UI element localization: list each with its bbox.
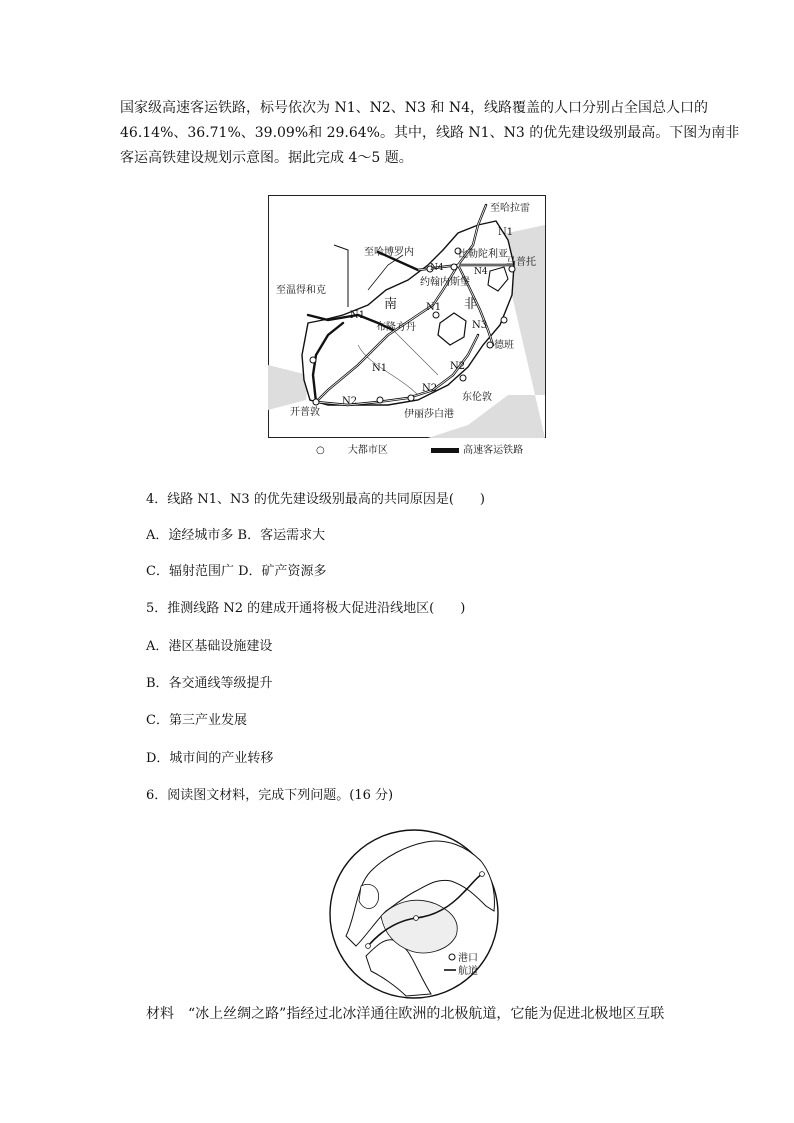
port-marker <box>366 944 371 949</box>
intro-line-3: 客运高铁建设规划示意图。据此完成 4～5 题。 <box>120 150 413 166</box>
label-johannesburg: 约翰内斯堡 <box>420 277 470 288</box>
label-africa: 非 <box>464 297 478 312</box>
label-bloemfontein: 布隆方丹 <box>376 322 416 333</box>
label-n3: N3 <box>472 320 488 331</box>
legend-circle-icon: ○ <box>316 445 325 456</box>
legend-rail-icon <box>431 448 459 453</box>
legend-port: 港口 <box>458 953 478 964</box>
label-durban: 德班 <box>494 340 514 351</box>
q5-option-a: A．港区基础设施建设 <box>146 639 273 654</box>
label-maputo: 马普托 <box>506 257 536 268</box>
label-n2-east: N2 <box>450 361 466 372</box>
q5-stem: 5．推测线路 N2 的建成开通将极大促进沿线地区( ) <box>146 601 466 616</box>
label-pretoria: 比勒陀利亚 <box>458 249 508 260</box>
metro-port-elizabeth <box>408 395 414 401</box>
label-n4-west: N4 <box>430 263 444 273</box>
label-n2-mid: N2 <box>422 383 438 394</box>
label-n4-east: N4 <box>474 267 488 277</box>
q4-stem: 4．线路 N1、N3 的优先建设级别最高的共同原因是( ) <box>146 492 485 507</box>
q5-option-c: C．第三产业发展 <box>146 713 247 728</box>
metro-george <box>377 397 383 403</box>
metro-durban <box>487 342 493 348</box>
label-n1-mid: N1 <box>426 302 442 313</box>
legend-port-icon <box>449 954 455 960</box>
q5-option-d: D．城市间的产业转移 <box>146 751 274 766</box>
metro-richards-bay <box>501 317 507 323</box>
greenland <box>359 884 379 908</box>
metro-east-london <box>460 375 466 381</box>
metro-cape-town <box>313 399 319 405</box>
intro-line-1: 国家级高速客运铁路，标号依次为 N1、N2、N3 和 N4，线路覆盖的人口分别占全国总人口的 <box>120 100 708 116</box>
intro-line-2: 46.14%、36.71%、39.09%和 29.64%。其中，线路 N1、N3 的优先建设级别最高。下图为南非 <box>120 125 740 141</box>
label-harare: 至哈拉雷 <box>490 203 530 214</box>
label-south: 南 <box>384 297 398 312</box>
map-legend <box>316 441 563 456</box>
label-n2-west: N2 <box>342 396 358 407</box>
label-windhoek: 至温得和克 <box>276 285 326 296</box>
legend-route: 航道 <box>458 966 478 977</box>
label-n1-west: N1 <box>350 310 366 321</box>
q4-options-ab: A．途经城市多 B．客运需求大 <box>146 528 326 543</box>
label-n1-south: N1 <box>372 363 388 374</box>
q5-option-b: B．各交通线等级提升 <box>146 676 273 691</box>
port-marker <box>414 916 419 921</box>
label-n1-north: N1 <box>498 227 514 238</box>
metro-johannesburg <box>451 264 457 270</box>
label-gaborone: 至哈博罗内 <box>364 247 414 258</box>
legend-metro: ○ 大都市区 <box>316 445 388 456</box>
label-eastlondon: 东伦敦 <box>462 392 492 403</box>
metro-west-coast <box>310 357 316 363</box>
q6-stem: 6．阅读图文材料，完成下列问题。(16 分) <box>146 788 394 803</box>
arctic-globe-map <box>326 826 506 1001</box>
q4-options-cd: C．辐射范围广 D．矿产资源多 <box>146 564 327 579</box>
label-portelizabeth: 伊丽莎白港 <box>404 409 454 420</box>
label-capetown: 开普敦 <box>290 407 320 418</box>
south-africa-rail-map <box>268 195 546 438</box>
port-marker <box>480 872 485 877</box>
material-text: 材料 “冰上丝绸之路”指经过北冰洋通往欧洲的北极航道，它能为促进北极地区互联 <box>146 1006 665 1022</box>
legend-rail: 高速客运铁路 <box>431 445 543 456</box>
